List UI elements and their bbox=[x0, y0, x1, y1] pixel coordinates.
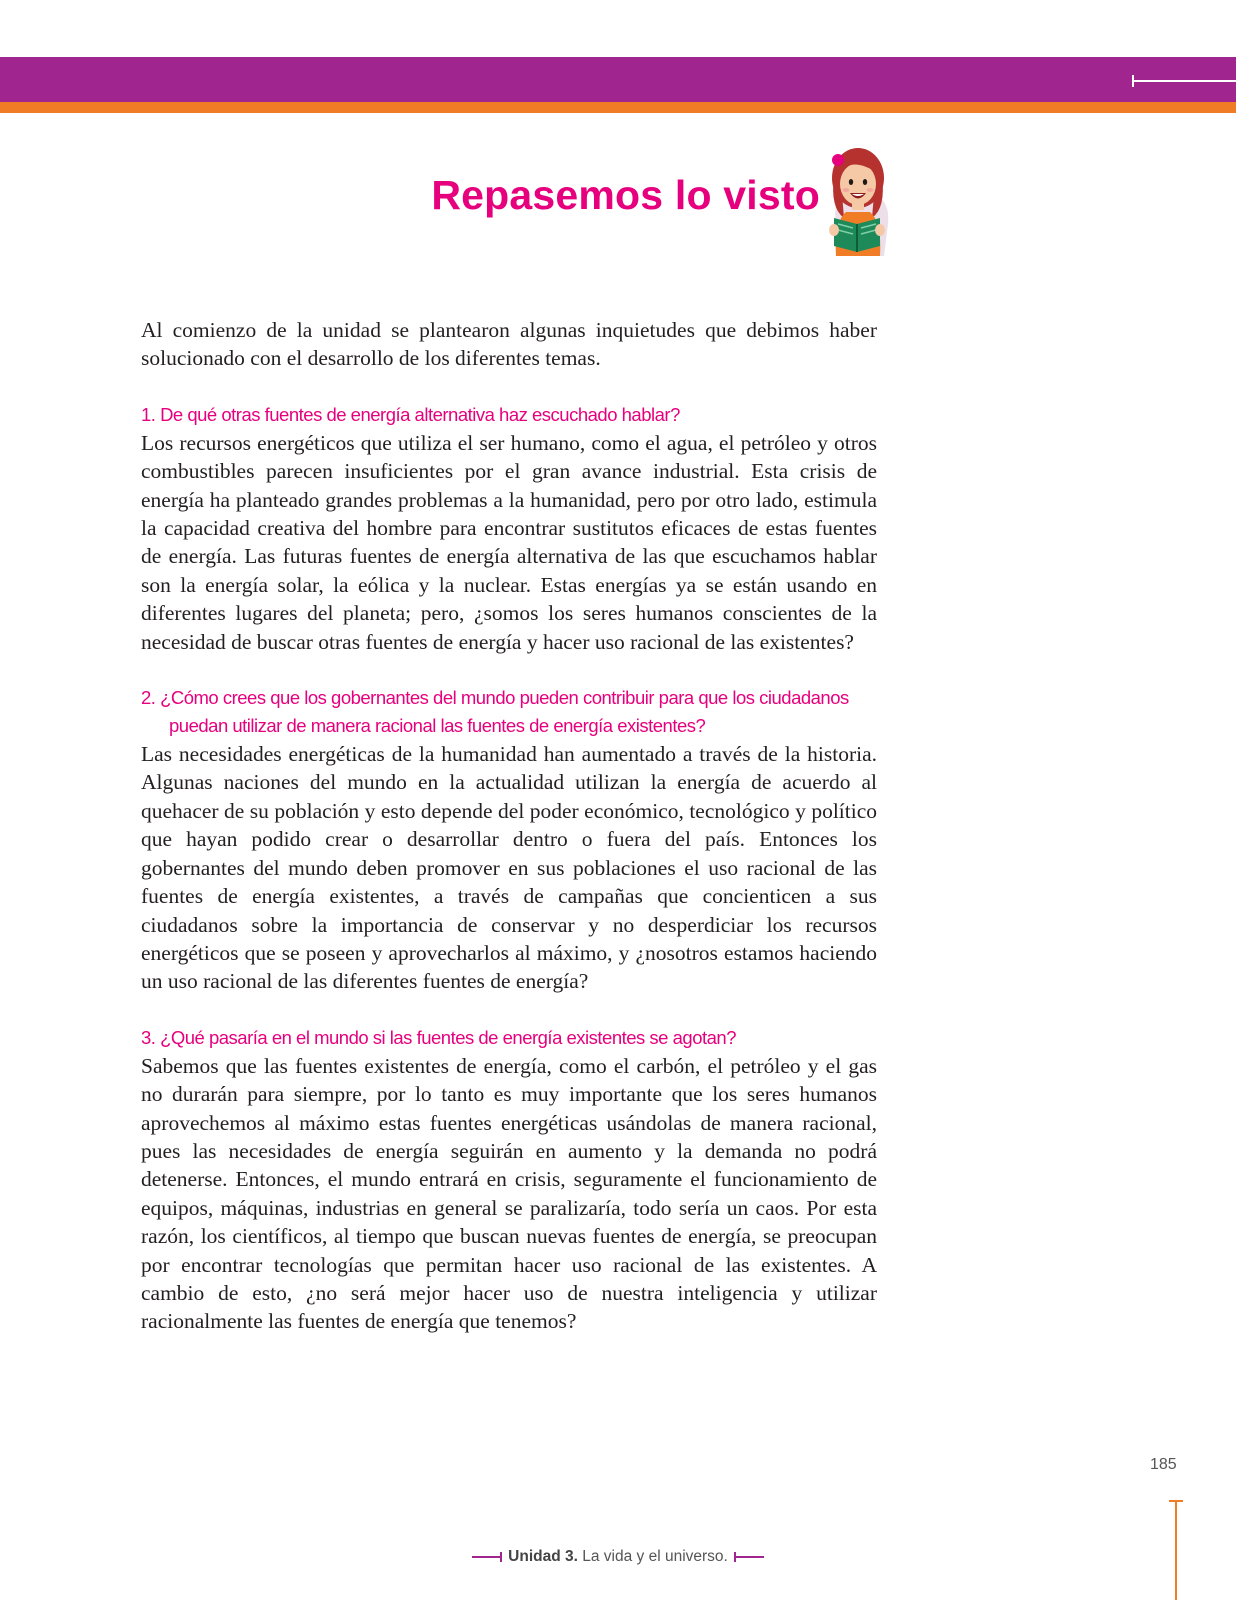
page-footer bbox=[0, 1548, 1236, 1566]
review-content bbox=[141, 316, 877, 1364]
question-3: 3. ¿Qué pasaría en el mundo si las fuentes de energía existentes se agotan? bbox=[141, 1026, 736, 1048]
header-band-orange bbox=[0, 102, 1236, 113]
footer-right-bar bbox=[734, 1556, 764, 1558]
footer-subtitle: La vida y el universo. bbox=[582, 1548, 728, 1565]
header-tick-cap bbox=[1132, 75, 1134, 87]
header-band-purple bbox=[0, 57, 1236, 102]
girl-reading-book-icon bbox=[820, 138, 892, 262]
question-1: 1. De qué otras fuentes de energía alternativa haz escuchado hablar? bbox=[141, 403, 680, 425]
answer-1: Los recursos energéticos que utiliza el ser humano, como el agua, el petróleo y otros combustibles parecen insuficientes por el gran avance industrial. Esta crisis de energía ha planteado grandes problemas a la humanidad, pero por otro lado, estimula la capacidad creativa del hombre para encontrar sustitutos eficaces de estas fuentes de energía. Las futuras fuentes de energía alternativa de las que escuchamos hablar son la energía solar, la eólica y la nuclear. Estas energías ya se están usando en diferentes lugares del planeta; pero, ¿somos los seres humanos conscientes de la necesidad de buscar otras fuentes de energía y hacer uso racional de las existentes? bbox=[141, 430, 877, 654]
page-margin-line-cap bbox=[1169, 1500, 1183, 1502]
page-number: 185 bbox=[1150, 1456, 1177, 1473]
footer-unit: Unidad 3. bbox=[508, 1548, 578, 1565]
answer-2: Las necesidades energéticas de la humanidad han aumentado a través de la historia. Algunas naciones del mundo en la actualidad utilizan la energía de acuerdo al quehacer de su población y esto depende del poder económico, tecnológico y político que hayan podido crear o desarrollar dentro o fuera del país. Entonces los gobernantes del mundo deben promover en sus poblaciones el uso racional de las fuentes de energía existentes, a través de campañas que concienticen a sus ciudadanos sobre la importancia de conservar y no desperdiciar los recursos energéticos que se poseen y aprovecharlos al máximo, y ¿nosotros estamos haciendo un uso racional de las diferentes fuentes de energía? bbox=[141, 742, 877, 994]
answer-3: Sabemos que las fuentes existentes de energía, como el carbón, el petróleo y el gas no durarán para siempre, por lo tanto es muy importante que los seres humanos aprovechemos al máximo estas fuentes energéticas usándolas de manera racional, pues las necesidades de energía seguirán en aumento y la demanda no podrá detenerse. Entonces, el mundo entrará en crisis, seguramente el funcionamiento de equipos, máquinas, industrias en general se paralizaría, todo sería un caos. Por esta razón, los científicos, al tiempo que buscan nuevas fuentes de energía, se preocupan por encontrar tecnologías que permitan hacer uso racional de las existentes. A cambio de esto, ¿no será mejor hacer uso de nuestra inteligencia y utilizar racionalmente las fuentes de energía que tenemos? bbox=[141, 1053, 877, 1334]
header-tick-line bbox=[1133, 80, 1236, 82]
question-2: 2. ¿Cómo crees que los gobernantes del mundo pueden contribuir para que los ciudadanos puedan utilizar de manera racional las fuentes de energía existentes? bbox=[141, 687, 849, 737]
page-title: Repasemos lo visto bbox=[431, 172, 820, 218]
footer-left-bar bbox=[472, 1556, 502, 1558]
intro-paragraph: Al comienzo de la unidad se plantearon algunas inquietudes que debimos haber solucionado con el desarrollo de los diferentes temas. bbox=[141, 318, 877, 371]
